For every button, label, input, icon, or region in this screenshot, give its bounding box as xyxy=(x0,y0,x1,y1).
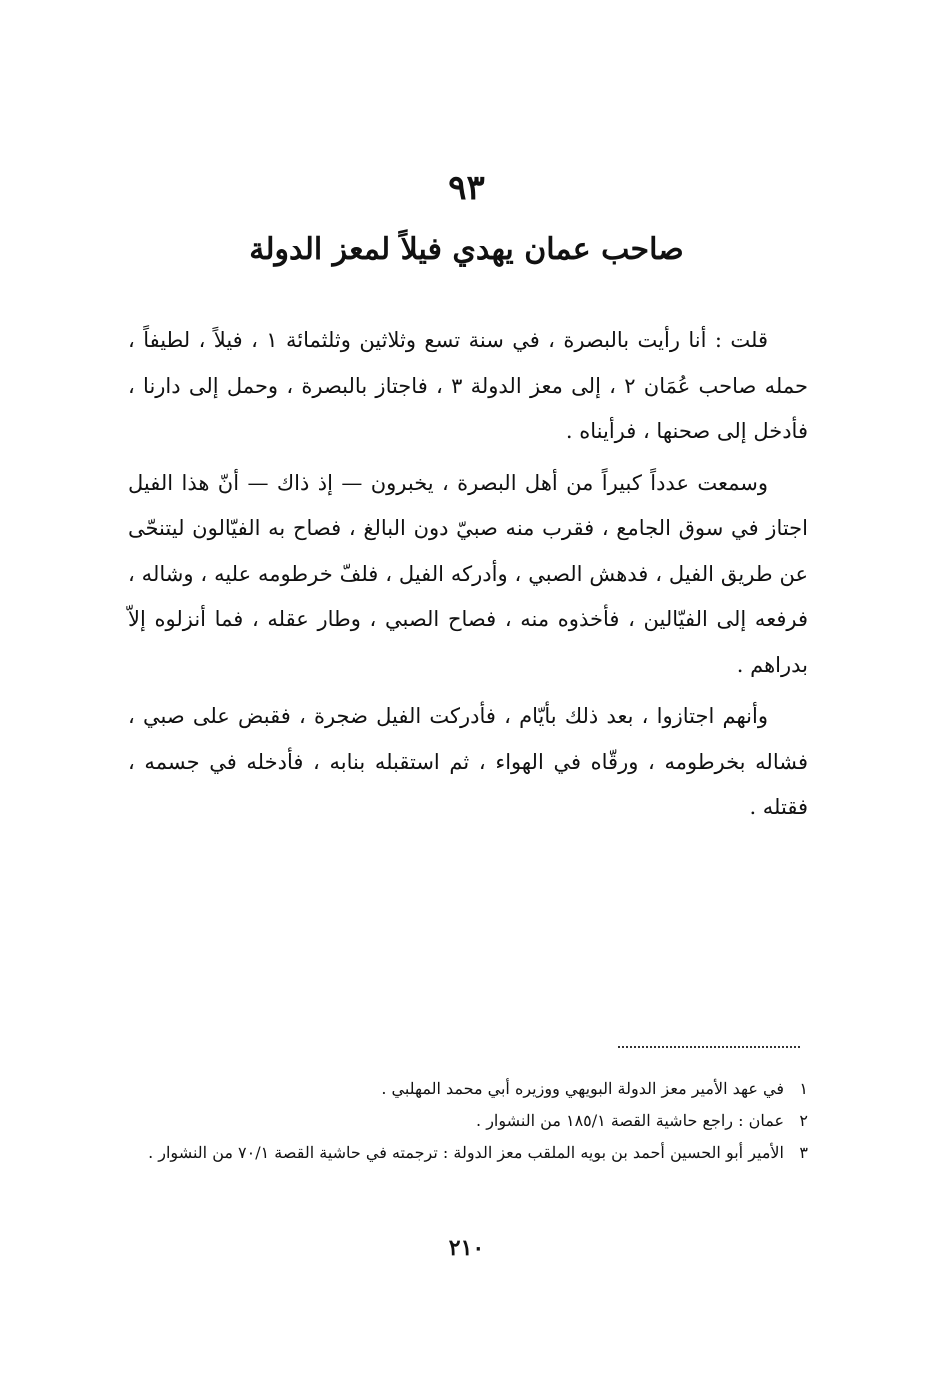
footnote-item xyxy=(128,1074,808,1104)
footnote-item xyxy=(128,1106,808,1136)
footnote-number: ١ xyxy=(799,1079,808,1098)
footnote-text: عمان : راجع حاشية القصة ١٨٥/١ من النشوار . xyxy=(476,1111,784,1130)
paragraph: قلت : أنا رأيت بالبصرة ، في سنة تسع وثلاثين وثلثمائة ١ ، فيلاً ، لطيفاً ، حمله صاحب عُمَان ٢ ، إلى معز الدولة ٣ ، فاجتاز بالبصرة ، وحمل إلى دارنا ، فأدخل إلى صحنها ، فرأيناه . xyxy=(128,328,808,443)
footnote-text: في عهد الأمير معز الدولة البويهي ووزيره أبي محمد المهلبي . xyxy=(381,1079,784,1098)
story-title: صاحب عمان يهدي فيلاً لمعز الدولة xyxy=(249,232,684,267)
footnote-number: ٢ xyxy=(799,1111,808,1130)
footnote-separator xyxy=(618,1046,800,1048)
footnote-text: الأمير أبو الحسين أحمد بن بويه الملقب معز الدولة : ترجمته في حاشية القصة ٧٠/١ من النشوار . xyxy=(148,1143,784,1162)
story-body xyxy=(128,318,808,837)
page-number: ٢١٠ xyxy=(448,1235,485,1261)
paragraph: وأنهم اجتازوا ، بعد ذلك بأيّام ، فأدركت الفيل ضجرة ، فقبض على صبي ، فشاله بخرطومه ، ورقّاه في الهواء ، ثم استقبله بنابه ، فأدخله في جسمه ، فقتله . xyxy=(128,704,808,819)
footnote-item xyxy=(128,1138,808,1168)
story-number: ٩٣ xyxy=(448,168,485,208)
paragraph: وسمعت عدداً كبيراً من أهل البصرة ، يخبرون — إذ ذاك — أنّ هذا الفيل اجتاز في سوق الجامع ، فقرب منه صبيّ دون البالغ ، فصاح به الفيّالون ليتنحّى عن طريق الفيل ، فدهش الصبي ، وأدركه الفيل ، فلفّ خرطومه عليه ، وشاله ، فرفعه إلى الفيّالين ، فأخذوه منه ، فصاح الصبي ، وطار عقله ، فما أنزلوه إلاّ بدراهم . xyxy=(128,470,808,677)
footnotes-list xyxy=(128,1074,808,1170)
footnote-number: ٣ xyxy=(799,1143,808,1162)
